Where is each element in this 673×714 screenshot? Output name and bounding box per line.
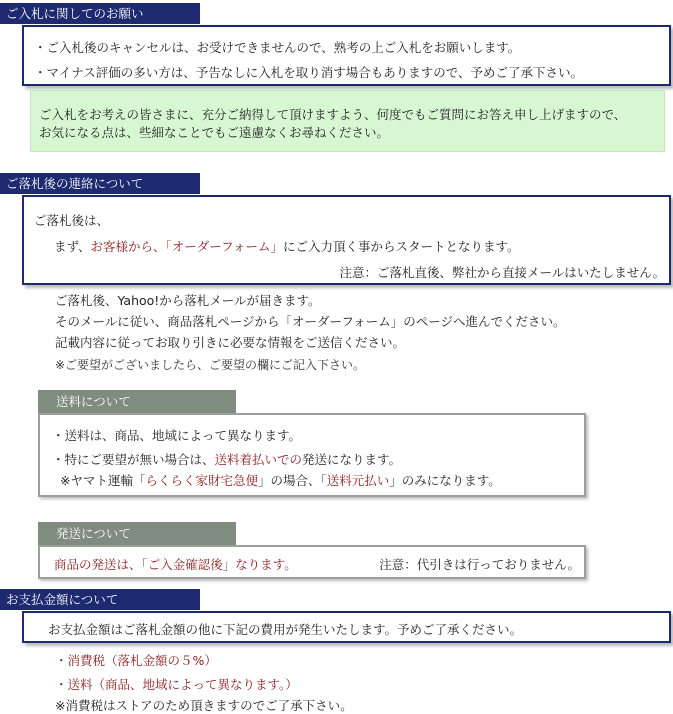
shipping-fee-line-3-pre: ※ヤマト運輸「 [60, 473, 146, 488]
payment-note: ※消費税はストアのため頂きますのでご了承下さい。 [55, 698, 353, 713]
dispatch-caution: 注意：代引きは行っておりません。 [379, 557, 580, 572]
bid-notice-line: ご入札をお考えの皆さまに、充分ご納得して頂けますよう、何度でもご質問にお答え申し上げますので、 [39, 107, 627, 122]
payment-item-shipping: ・送料（商品、地域によって異なります。） [55, 677, 298, 692]
contact-step [54, 237, 520, 255]
contact-box [22, 195, 671, 285]
shipping-fee-rakuraku: らくらく家財宅急便 [145, 473, 258, 488]
bid-rules-box [22, 25, 671, 86]
contact-intro: ご落札後は、 [34, 213, 110, 228]
contact-step-form: 「オーダーフォーム」 [165, 239, 284, 254]
shipping-fee-line-2 [52, 450, 401, 468]
bid-rule-negative: ・マイナス評価の多い方は、予告なしに入札を取り消す場合もありますので、予めご了承下さい。 [34, 65, 584, 80]
shipping-fee-line-3 [60, 471, 501, 489]
contact-detail-4: ※ご要望がございましたら、ご要望の欄にご記入下さい。 [55, 358, 366, 372]
dispatch-box [38, 545, 586, 579]
shipping-fee-cash-on-delivery: 送料着払いでの [214, 452, 303, 467]
bid-notice-box [30, 90, 665, 152]
payment-section-header: お支払金額について [0, 589, 200, 610]
contact-section-header: ご落札後の連絡について [0, 173, 200, 194]
shipping-fee-prepaid: 送料元払い [326, 473, 390, 488]
contact-step-post: にご入力頂く事からスタートとなります。 [283, 239, 520, 254]
shipping-fee-box [38, 413, 586, 497]
payment-item-tax: ・消費税（落札金額の５%） [55, 653, 217, 668]
bid-section-header: ご入札に関してのお願い [0, 3, 200, 24]
bid-rule-cancel: ・ご入札後のキャンセルは、お受けできませんので、熟考の上ご入札をお願いします。 [34, 40, 521, 55]
dispatch-header: 発送について [38, 522, 236, 545]
contact-detail-1: ご落札後、Yahoo!から落札メールが届きます。 [55, 293, 321, 308]
contact-detail-2: そのメールに従い、商品落札ページから「オーダーフォーム」のページへ進んでください。 [55, 314, 566, 329]
bid-notice-line: お気になる点は、些細なことでもご遠慮なくお尋ねください。 [39, 125, 390, 140]
shipping-fee-line-3-post: 」のみになります。 [389, 473, 501, 488]
shipping-fee-header: 送料について [38, 390, 236, 413]
contact-step-pre: まず、 [54, 239, 91, 254]
shipping-fee-line-3-mid: 」の場合、「 [258, 473, 327, 488]
payment-box [22, 611, 671, 643]
payment-intro: お支払金額はご落札金額の他に下記の費用が発生いたします。予めご了承ください。 [48, 622, 523, 637]
contact-caution: 注意：ご落札直後、弊社から直接メールはいたしません。 [339, 265, 665, 280]
shipping-fee-line-1: ・送料は、商品、地域によって異なります。 [52, 428, 302, 443]
contact-detail-3: 記載内容に従ってお取り引きに必要な情報をご送信ください。 [55, 335, 406, 350]
dispatch-condition: 商品の発送は、「ご入金確認後」なります。 [54, 557, 297, 572]
shipping-fee-line-2-pre: ・特にご要望が無い場合は、 [52, 452, 215, 467]
shipping-fee-line-2-post: 発送になります。 [302, 452, 402, 467]
contact-step-customer: お客様から、 [90, 239, 166, 254]
